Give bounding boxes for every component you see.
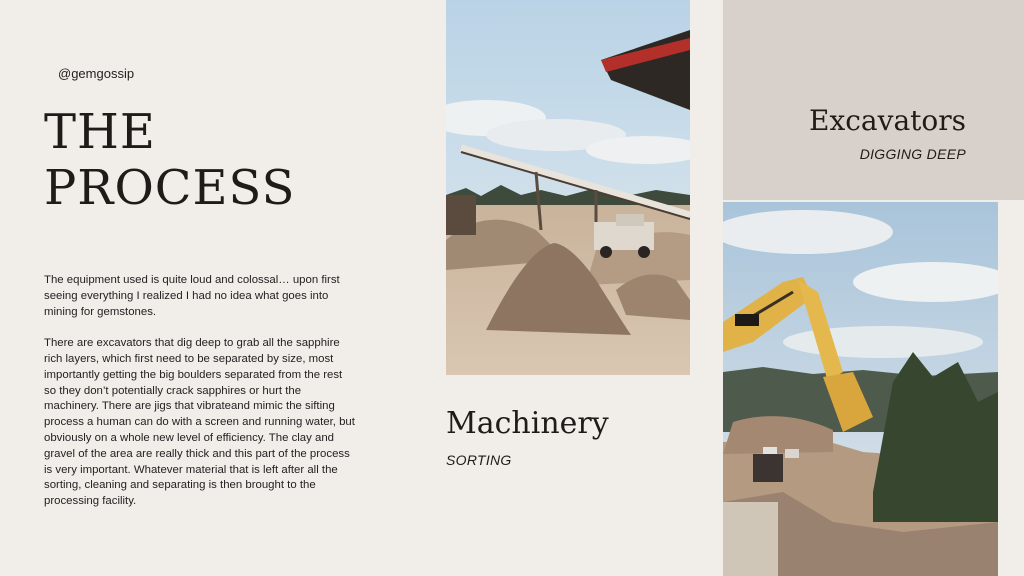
excavators-subtitle: DIGGING DEEP: [859, 146, 966, 162]
machinery-heading: Machinery: [446, 406, 609, 441]
conveyor-machinery-photo: [446, 0, 690, 375]
title-line-1: THE: [44, 104, 156, 160]
excavators-heading: Excavators: [809, 104, 966, 137]
paragraph-process: There are excavators that dig deep to grab all the sapphire rich layers, which first need to be separated by size, most importantly getting the big boulders separated from the rest so they don’t potentially crack sapphires or hurt the machinery. There are jigs that vibrateand mimic the sifting process a human can do with a screen and running water, but obviously on a whole new level of efficiency. The clay and gravel of the area are really thick and this part of the process is very important. Whatever material that is left after all the sorting, cleaning and separating is then brought to the processing facility.: [44, 337, 355, 508]
accent-panel: [723, 0, 1024, 200]
page-title: [44, 104, 295, 216]
social-handle: @gemgossip: [58, 66, 135, 81]
title-line-2: PROCESS: [44, 160, 296, 216]
body-text: [44, 273, 356, 526]
machinery-subtitle: SORTING: [446, 452, 512, 468]
excavator-photo: [723, 202, 998, 576]
conveyor-machinery-illustration: [446, 0, 690, 375]
excavator-illustration: [723, 202, 998, 576]
paragraph-intro: The equipment used is quite loud and colossal… upon first seeing everything I realized I had no idea what goes into mining for gemstones.: [44, 274, 340, 318]
